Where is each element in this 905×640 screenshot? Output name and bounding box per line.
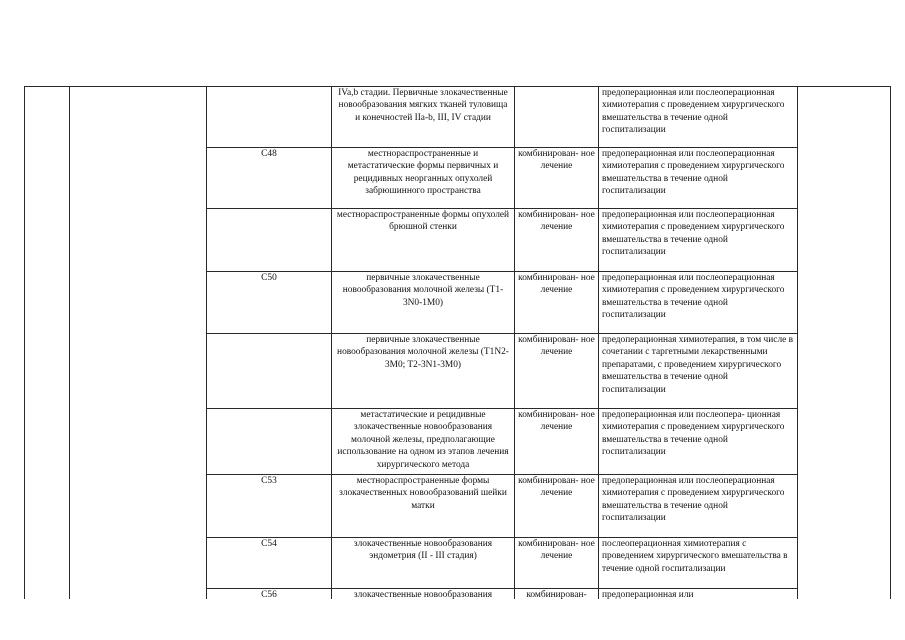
treatment-type-cell: комбинирован- (515, 589, 599, 600)
icd-code-cell (207, 334, 332, 409)
diagnosis-cell: местнораспространенные формы злокачественных новообразований шейки матки (332, 475, 515, 538)
row-number-cell (25, 87, 70, 600)
profile-name-cell (70, 87, 207, 600)
method-cell: предоперационная или послеоперационная химиотерапия с проведением хирургического вмешательства в течение одной госпитализации (599, 272, 798, 334)
method-cell: предоперационная или послеоперационная химиотерапия с проведением хирургического вмешательства в течение одной госпитализации (599, 209, 798, 272)
icd-code-cell (207, 409, 332, 475)
icd-code-cell: C48 (207, 148, 332, 209)
treatment-type-cell (515, 87, 599, 148)
icd-code-cell: C54 (207, 538, 332, 589)
diagnosis-cell: злокачественные новообразования эндометрия (II - III стадия) (332, 538, 515, 589)
diagnosis-cell: первичные злокачественные новообразования молочной железы (T1-3N0-1M0) (332, 272, 515, 334)
method-cell: предоперационная или (599, 589, 798, 600)
treatment-type-cell: комбинирован- ное лечение (515, 475, 599, 538)
diagnosis-cell: метастатические и рецидивные злокачественные новообразования молочной железы, предполагающие использование на одном из этапов лечения хирургического метода (332, 409, 515, 475)
treatment-type-cell: комбинирован- ное лечение (515, 148, 599, 209)
diagnosis-cell: первичные злокачественные новообразования молочной железы (T1N2-3M0; T2-3N1-3M0) (332, 334, 515, 409)
icd-code-cell: C53 (207, 475, 332, 538)
diagnosis-cell: злокачественные новообразования (332, 589, 515, 600)
method-cell: предоперационная или послеоперационная химиотерапия с проведением хирургического вмешательства в течение одной госпитализации (599, 475, 798, 538)
treatment-table (24, 86, 891, 599)
cost-cell (798, 87, 891, 600)
diagnosis-cell: местнораспространенные и метастатические формы первичных и рецидивных неорганных опухолей забрюшинного пространства (332, 148, 515, 209)
diagnosis-cell: IVa,b стадии. Первичные злокачественные новообразования мягких тканей туловища и конечностей IIa-b, III, IV стадии (332, 87, 515, 148)
method-cell: предоперационная или послеоперационная химиотерапия с проведением хирургического вмешательства в течение одной госпитализации (599, 87, 798, 148)
treatment-type-cell: комбинирован- ное лечение (515, 334, 599, 409)
icd-code-cell (207, 209, 332, 272)
treatment-type-cell: комбинирован- ное лечение (515, 538, 599, 589)
table-row (25, 87, 891, 148)
treatment-type-cell: комбинирован- ное лечение (515, 272, 599, 334)
diagnosis-cell: местнораспространенные формы опухолей брюшной стенки (332, 209, 515, 272)
treatment-type-cell: комбинирован- ное лечение (515, 209, 599, 272)
icd-code-cell (207, 87, 332, 148)
icd-code-cell: C56 (207, 589, 332, 600)
method-cell: послеоперационная химиотерапия с проведением хирургического вмешательства в течение одной госпитализации (599, 538, 798, 589)
treatment-type-cell: комбинирован- ное лечение (515, 409, 599, 475)
method-cell: предоперационная или послеоперационная химиотерапия с проведением хирургического вмешательства в течение одной госпитализации (599, 148, 798, 209)
method-cell: предоперационная или послеопера- ционная химиотерапия с проведением хирургического вмешательства в течение одной госпитализации (599, 409, 798, 475)
method-cell: предоперационная химиотерапия, в том числе в сочетании с таргетными лекарственными препаратами, с проведением хирургического вмешательства в течение одной госпитализации (599, 334, 798, 409)
icd-code-cell: C50 (207, 272, 332, 334)
